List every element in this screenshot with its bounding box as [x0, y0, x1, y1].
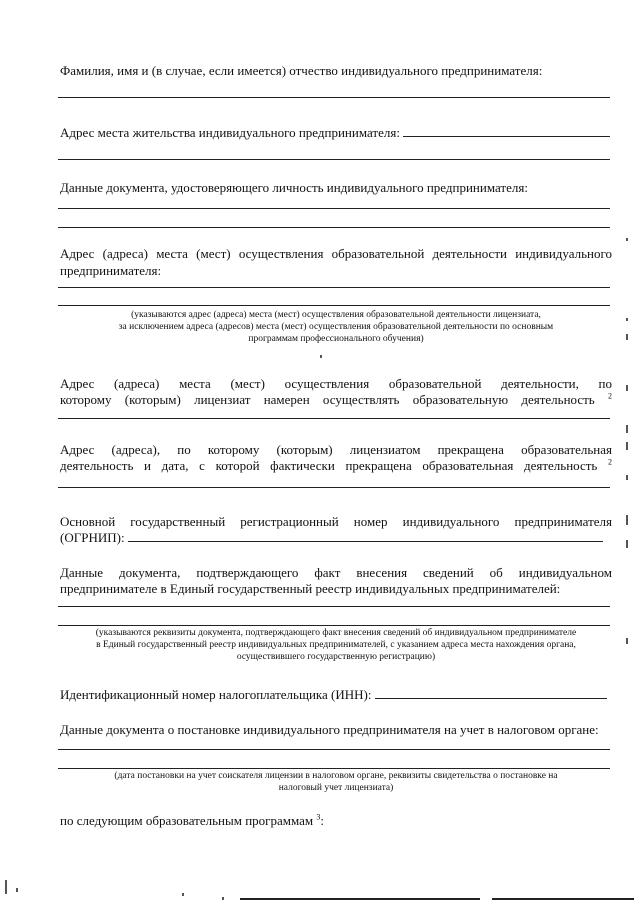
edu-address-input-line-1[interactable] [58, 287, 610, 288]
stopped-address-label-line-1: Адрес (адреса), по которому (которым) лицензиатом прекращена образовательная [60, 442, 612, 457]
egrip-note-line-2: в Единый государственный реестр индивидуальных предпринимателей, с указанием адреса места нахождения органа, [96, 640, 576, 650]
ogrnip-label-line-1: Основной государственный регистрационный номер индивидуального предпринимателя [60, 514, 612, 529]
edu-address-label-line-1: Адрес (адреса) места (мест) осуществления образовательной деятельности индивидуального [60, 246, 612, 261]
edu-address-note-line-3: программам профессионального обучения) [248, 334, 424, 344]
planned-address-label-line-2: которому (которым) лицензиат намерен осуществлять образовательную деятельность $^2$ [60, 391, 612, 407]
scan-speck [626, 238, 628, 241]
stopped-address-label-line-2: деятельность и дата, с которой фактически прекращена образовательная деятельность $^2$ [60, 457, 612, 473]
tax-note-line-1: (дата постановки на учет соискателя лицензии в налоговом органе, реквизиты свидетельства о постановке на [114, 771, 558, 781]
scan-speck [222, 897, 224, 900]
egrip-label-line-2: предпринимателе в Единый государственный реестр индивидуальных предпринимателей: [60, 581, 561, 596]
scan-speck [16, 888, 18, 892]
tax-registration-label: Данные документа о постановке индивидуального предпринимателя на учет в налоговом органе: [60, 722, 599, 737]
tax-note-line-2: налоговый учет лицензиата) [278, 783, 394, 793]
egrip-note-line-1: (указываются реквизиты документа, подтверждающего факт внесения сведений об индивидуальном предпринимателе [95, 628, 577, 638]
fio-input-line[interactable] [58, 97, 610, 98]
scan-speck [626, 515, 628, 525]
scan-edge-line [492, 898, 634, 900]
egrip-label-line-1: Данные документа, подтверждающего факт внесения сведений об индивидуальном [60, 565, 612, 580]
planned-address-label-line-1: Адрес (адреса) места (мест) осуществления образовательной деятельности, по [60, 376, 612, 391]
footnote-2-marker: 2 [608, 391, 612, 401]
scan-speck [626, 442, 628, 450]
programs-label: по следующим образовательным программам $^3$: [60, 812, 325, 828]
footnote-3-marker: 3 [316, 812, 321, 822]
edu-address-note-line-2: за исключением адреса (адресов) места (мест) осуществления образовательной деятельности по основным [118, 322, 554, 332]
scan-speck [626, 425, 628, 433]
edu-address-input-line-2[interactable] [58, 305, 610, 306]
edu-address-note-line-1: (указываются адрес (адреса) места (мест) осуществления образовательной деятельности лицензиата, [131, 310, 541, 320]
scan-edge-line [240, 898, 480, 900]
scan-speck [626, 638, 628, 644]
stopped-address-input-line[interactable] [58, 487, 610, 488]
egrip-input-line-1[interactable] [58, 606, 610, 607]
edu-address-label-line-2: предпринимателя: [60, 263, 162, 278]
scan-speck [626, 540, 628, 548]
scan-speck [320, 355, 322, 358]
egrip-note-line-3: осуществившего государственную регистрацию) [236, 652, 436, 662]
id-document-input-line-1[interactable] [58, 208, 610, 209]
scan-speck [5, 880, 7, 894]
tax-registration-input-line-1[interactable] [58, 749, 610, 750]
ogrnip-input-line[interactable] [128, 529, 603, 542]
egrip-input-line-2[interactable] [58, 625, 610, 626]
tax-registration-input-line-2[interactable] [58, 768, 610, 769]
planned-address-input-line[interactable] [58, 418, 610, 419]
fio-label: Фамилия, имя и (в случае, если имеется) отчество индивидуального предпринимателя: [60, 63, 543, 78]
inn-input-line[interactable] [375, 686, 607, 699]
residence-address-label: Адрес места жительства индивидуального предпринимателя: [60, 124, 612, 141]
ogrnip-label-line-2: (ОГРНИП): [60, 529, 612, 546]
scan-speck [626, 385, 628, 391]
residence-address-input-line[interactable] [403, 124, 610, 137]
scan-speck [626, 318, 628, 321]
residence-address-input-line-2[interactable] [58, 159, 610, 160]
footnote-2-marker-2: 2 [608, 457, 612, 467]
inn-label: Идентификационный номер налогоплательщика (ИНН): [60, 686, 612, 703]
scan-speck [626, 334, 628, 340]
scan-speck [182, 893, 184, 896]
id-document-label: Данные документа, удостоверяющего личность индивидуального предпринимателя: [60, 180, 528, 195]
id-document-input-line-2[interactable] [58, 227, 610, 228]
scan-speck [626, 475, 628, 480]
